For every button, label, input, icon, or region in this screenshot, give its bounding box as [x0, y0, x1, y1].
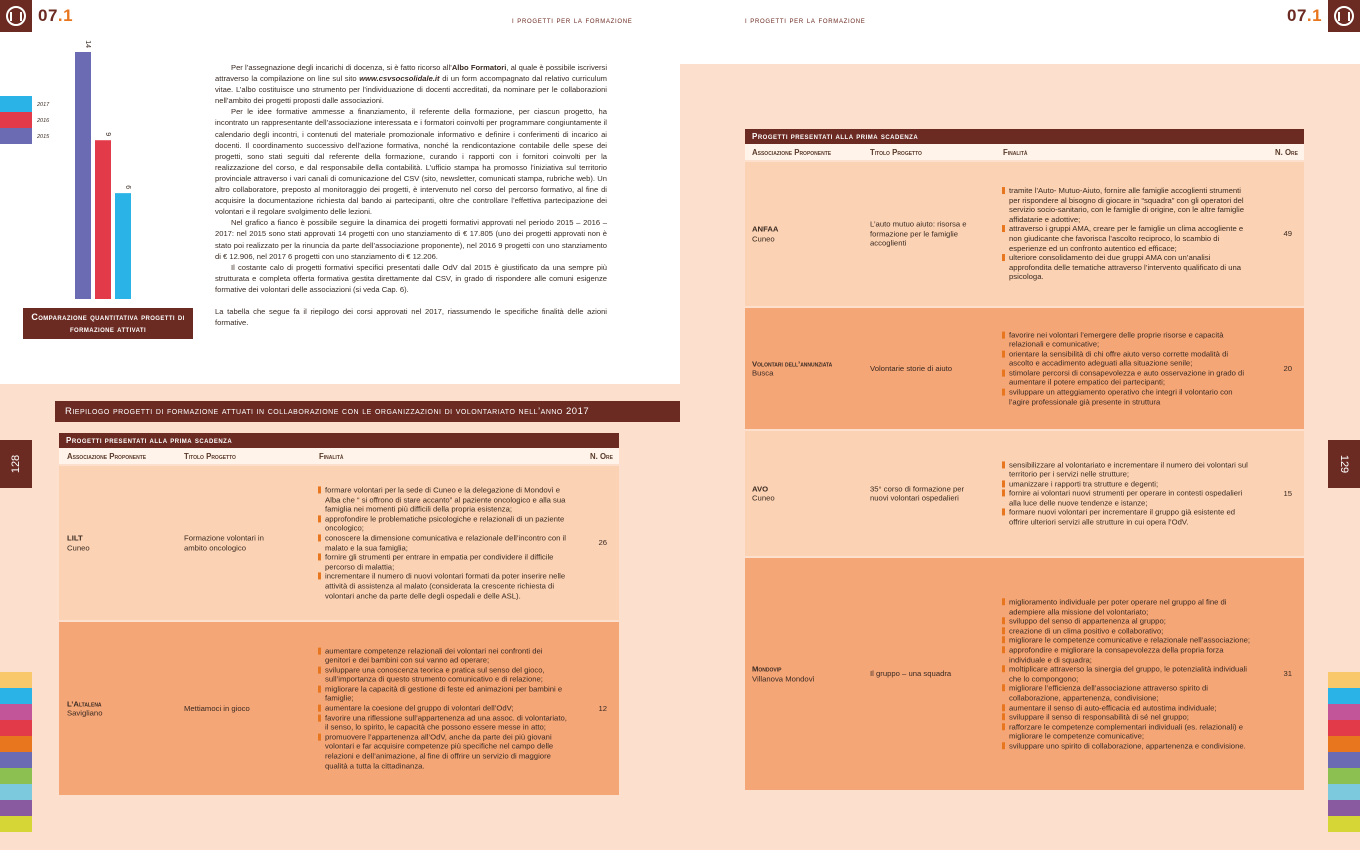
- color-stripe: [1328, 768, 1360, 784]
- cell-association: [752, 664, 852, 683]
- association-name: AVO: [752, 483, 769, 493]
- color-stripe: [0, 768, 32, 784]
- column-header: Titolo Progetto: [870, 148, 922, 157]
- running-header-left: i progetti per la formazione: [512, 16, 633, 25]
- aim-item: incrementare il numero di nuovi volontari formati da poter inserire nelle attività di assistenza al malato (considerata la crescente richiesta di volontari anche da parte delle degli ospedali e delle ASL).: [318, 572, 568, 601]
- association-city: Villanova Mondovì: [752, 674, 815, 683]
- page-number-right: 129: [1328, 440, 1360, 488]
- legend-label: 2017: [37, 102, 50, 108]
- chart-caption: Comparazione quantitativa progetti di formazione attivati: [23, 308, 193, 339]
- association-name: L’Altalena: [67, 698, 102, 708]
- table-row: [745, 308, 1304, 429]
- aim-item: formare nuovi volontari per incrementare il gruppo già esistente ed offrire ulteriori servizi alle strutture in cui opera l’OdV.: [1002, 508, 1252, 527]
- association-name: LILT: [67, 533, 83, 543]
- color-stripe: [1328, 688, 1360, 704]
- association-name: ANFAA: [752, 224, 779, 234]
- cell-hours: 15: [1283, 488, 1292, 498]
- aim-item: aumentare il senso di auto-efficacia ed autostima individuale;: [1002, 703, 1252, 713]
- bar-2017: [115, 193, 131, 299]
- aim-item: approfondire le problematiche psicologiche e relazionali di un paziente oncologico;: [318, 514, 568, 533]
- color-stripe: [0, 704, 32, 720]
- association-name: Volontari dell’annunziata: [752, 358, 833, 368]
- cell-hours: 12: [598, 703, 607, 713]
- aim-item: favorire nei volontari l’emergere delle proprie risorse e capacità relazionali e comunicative;: [1002, 330, 1252, 349]
- color-stripe: [0, 720, 32, 736]
- association-city: Savigliano: [67, 708, 103, 718]
- cell-project-title: Formazione volontari in ambito oncologico: [184, 533, 264, 552]
- association-city: Cuneo: [67, 543, 90, 552]
- color-stripes-right: [1328, 672, 1360, 832]
- aim-item: migliorare la capacità di gestione di feste ed animazioni per bambini e famiglie;: [318, 685, 568, 704]
- color-stripe: [0, 752, 32, 768]
- projects-table-right: [745, 129, 1304, 790]
- association-name: Mondovip: [752, 664, 782, 674]
- association-city: Cuneo: [752, 493, 775, 503]
- page-number-left: 128: [0, 440, 32, 488]
- legend-label: 2015: [37, 134, 50, 140]
- legend-swatch: [0, 128, 32, 144]
- color-stripe: [0, 672, 32, 688]
- aim-item: fornire ai volontari nuovi strumenti per operare in contesti ospedalieri alla luce delle nuove tendenze e istanze;: [1002, 489, 1252, 508]
- aim-item: sensibilizzare al volontariato e incrementare il numero dei volontari sul territorio per i servizi nelle strutture;: [1002, 460, 1252, 479]
- cell-aims: [318, 485, 568, 600]
- aim-item: formare volontari per la sede di Cuneo e la delegazione di Mondovì e Alba che “ si offrono di stare accanto” al paziente oncologico e alla sua famiglia nei momenti più difficili della propria esistenza;: [318, 485, 568, 514]
- legend-swatch: [0, 96, 32, 112]
- table-row: [745, 162, 1304, 306]
- color-stripe: [1328, 720, 1360, 736]
- bar-value-label: 6: [124, 185, 131, 190]
- table-header: [59, 448, 619, 464]
- body-text: [215, 62, 607, 328]
- chapter-logo-icon: [0, 0, 32, 32]
- aim-item: attraverso i gruppi AMA, creare per le famiglie un clima accogliente e non giudicante che favorisca l’ascolto reciproco, lo scambio di esperienze ed un confronto autentico ed efficace;: [1002, 224, 1252, 253]
- table-row: [745, 431, 1304, 556]
- table-title: Progetti presentati alla prima scadenza: [59, 433, 619, 448]
- aim-item: rafforzare le competenze complementari individuali (es. relazionali) e migliorare le competenze comunicative;: [1002, 722, 1252, 741]
- column-header: Finalità: [1003, 148, 1028, 157]
- cell-project-title: Mettiamoci in gioco: [184, 703, 250, 713]
- table-row: [59, 466, 619, 620]
- cell-aims: [1002, 460, 1252, 527]
- aim-item: stimolare percorsi di consapevolezza e auto osservazione in grado di aumentare il potere empatico dei partecipanti;: [1002, 369, 1252, 388]
- aim-item: umanizzare i rapporti tra strutture e degenti;: [1002, 479, 1252, 489]
- bar-2016: [95, 140, 111, 299]
- column-header: N. Ore: [590, 452, 613, 461]
- table-header: [745, 144, 1304, 160]
- cell-project-title: Il gruppo – una squadra: [870, 669, 952, 679]
- aim-item: favorire una riflessione sull’appartenenza ad una assoc. di volontariato, il senso, lo spirito, le capacità che possono essere messe in atto;: [318, 713, 568, 732]
- cell-hours: 26: [598, 538, 607, 548]
- column-header: Associazione Proponente: [752, 148, 832, 157]
- color-stripe: [1328, 736, 1360, 752]
- paragraph-2: Per le idee formative ammesse a finanziamento, il referente della formazione, per ciascun progetto, ha incontrato un rappresentante dell’associazione interessata e i formatori coinvolti per programmare congiuntamente il calendario degli incontri, i contenuti del materiale promozionale informativo e definire i conferimenti di incarico ai docenti. Il coordinamento successivo dell’azione formativa, nonché la rendicontazione contabile delle spese dei progetti, sono stati seguiti dal referente della formazione, curando i rapporti con i fornitori coinvolti per la realizzazione del corso, e dal responsabile della contabilità. L’ufficio stampa ha promosso l’iniziativa sul territorio provinciale attraverso i vari canali di comunicazione del CSV (sito, newsletter, comunicati stampa, rubriche web). Un altro collaboratore, preposto al monitoraggio dei progetti, è intervenuto nel corso del percorso formativo, al fine di acquisire la documentazione richiesta dal bando ai partecipanti, oltre che controllare l’effettiva partecipazione dei volontari e il regolare svolgimento delle lezioni.: [215, 107, 607, 217]
- table-title: Progetti presentati alla prima scadenza: [745, 129, 1304, 144]
- association-city: Cuneo: [752, 234, 775, 243]
- aim-item: ulteriore consolidamento dei due gruppi AMA con un’analisi approfondita delle tematiche attraverso l’intervento qualificato di una psicologa.: [1002, 253, 1252, 282]
- cell-association: [67, 533, 167, 552]
- color-stripe: [1328, 704, 1360, 720]
- column-header: Finalità: [319, 452, 344, 461]
- bar-2015: [75, 52, 91, 299]
- cell-hours: 31: [1283, 669, 1292, 679]
- aim-item: migliorare l’efficienza dell’associazione attraverso spirito di collaborazione, appartenenza, condivisione;: [1002, 684, 1252, 703]
- legend-label: 2016: [37, 118, 50, 124]
- bar-value-label: 9: [104, 132, 111, 137]
- color-stripe: [1328, 800, 1360, 816]
- chapter-logo-icon: [1328, 0, 1360, 32]
- color-stripe: [1328, 672, 1360, 688]
- cell-aims: [1002, 186, 1252, 282]
- running-header-right: i progetti per la formazione: [745, 16, 866, 25]
- column-header: N. Ore: [1275, 148, 1298, 157]
- aim-item: aumentare la coesione del gruppo di volontari dell’OdV;: [318, 704, 568, 714]
- aim-item: approfondire e migliorare la consapevolezza della propria forza individuale e di squadra;: [1002, 645, 1252, 664]
- color-stripe: [0, 784, 32, 800]
- column-header: Titolo Progetto: [184, 452, 236, 461]
- cell-association: [752, 484, 852, 503]
- color-stripe: [0, 816, 32, 832]
- color-stripe: [1328, 752, 1360, 768]
- association-city: Busca: [752, 368, 774, 378]
- aim-item: sviluppare una conoscenza teorica e pratica sul senso del gioco, sull’importanza di questo strumento comunicativo e di relazione;: [318, 665, 568, 684]
- paragraph-3: Nel grafico a fianco è possibile seguire la dinamica dei progetti formativi approvati nel periodo 2015 – 2016 – 2017: nel 2015 sono stati approvati 14 progetti con uno stanziamento di € 17.805 (uno dei progetti approvati non è stato poi realizzato per la rinuncia da parte dell’associazione proponente), nel 2016 9 progetti con uno stanziamento di € 12.906, nel 2017 6 progetti con uno stanziamento di € 12.206.: [215, 218, 607, 261]
- color-stripe: [0, 800, 32, 816]
- cell-association: [752, 224, 852, 243]
- paragraph-4: Il costante calo di progetti formativi specifici presentati dalle OdV dal 2015 è giustificato da una sempre più strutturata e completa offerta formativa gestita direttamente dal CSV, in grado di rispondere alle comuni esigenze formative dei volontari delle associazioni (si veda Cap. 6).: [215, 262, 607, 294]
- cell-project-title: L’auto mutuo aiuto: risorsa e formazione per le famiglie accoglienti: [870, 219, 967, 248]
- chapter-number-right: 07.1: [1287, 6, 1323, 25]
- aim-item: sviluppare un atteggiamento operativo che integri il volontario con l’agire professionale già presente in struttura: [1002, 388, 1252, 407]
- bar-value-label: 14: [84, 40, 91, 48]
- color-stripe: [1328, 816, 1360, 832]
- cell-hours: 20: [1283, 363, 1292, 373]
- cell-project-title: Volontarie storie di aiuto: [870, 363, 953, 373]
- color-stripe: [0, 736, 32, 752]
- cell-association: [67, 699, 167, 718]
- projects-table-left: [59, 433, 619, 795]
- aim-item: creazione di un clima positivo e collaborativo;: [1002, 626, 1252, 636]
- aim-item: moltiplicare attraverso la sinergia del gruppo, le potenzialità individuali che lo compongono;: [1002, 664, 1252, 683]
- aim-item: promuovere l’appartenenza all’OdV, anche da parte dei più giovani volontari e far acquisire competenze più specifiche nel campo delle relazioni e dell’animazione, al fine di offrire un servizio di maggiore qualità a tutta la cittadinanza.: [318, 732, 568, 770]
- summary-banner: Riepilogo progetti di formazione attuati in collaborazione con le organizzazioni di volontariato nell’anno 2017: [55, 401, 680, 422]
- color-stripes-left: [0, 672, 32, 832]
- cell-aims: [1002, 597, 1252, 751]
- cell-association: [752, 359, 852, 378]
- aim-item: tramite l’Auto- Mutuo-Aiuto, fornire alle famiglie accoglienti strumenti per rispondere al bisogno di giocare in “squadra” con gli operatori del servizio socio-sanitario, con le famiglie di origine, con le altre famiglie affidatarie e adottive;: [1002, 186, 1252, 224]
- cell-hours: 49: [1283, 229, 1292, 239]
- paragraph-1: Per l’assegnazione degli incarichi di docenza, si è fatto ricorso all’Albo Formatori, al quale è possibile iscriversi attraverso la compilazione on line sul sito www.csvsocsolidale.it di un form accompagnato dal relativo curriculum vitae. L’albo costituisce uno strumento per l’individuazione di docenti accreditati, da nominare per le collaborazioni nell’ambito dei progetti proposti dalle associazioni.: [215, 63, 608, 106]
- color-stripe: [1328, 784, 1360, 800]
- aim-item: sviluppo del senso di appartenenza al gruppo;: [1002, 616, 1252, 626]
- aim-item: aumentare competenze relazionali dei volontari nei confronti dei genitori e dei bambini con sui vanno ad operare;: [318, 646, 568, 665]
- aim-item: migliorare le competenze comunicative e relazionale nell’associazione;: [1002, 636, 1252, 646]
- cell-aims: [318, 646, 568, 771]
- aim-item: fornire gli strumenti per entrare in empatia per condividere il difficile percorso di malattia;: [318, 553, 568, 572]
- cell-project-title: 35° corso di formazione per nuovi volontari ospedalieri: [870, 483, 965, 503]
- paragraph-5: La tabella che segue fa il riepilogo dei corsi approvati nel 2017, riassumendo le specifiche finalità delle azioni formative.: [215, 306, 607, 328]
- aim-item: miglioramento individuale per poter operare nel gruppo al fine di adempiere alla missione del volontariato;: [1002, 597, 1252, 616]
- aim-item: sviluppare uno spirito di collaborazione, appartenenza e condivisione.: [1002, 741, 1252, 751]
- table-row: [745, 558, 1304, 790]
- chapter-number-left: 07.1: [38, 6, 74, 25]
- aim-item: orientare la sensibilità di chi offre aiuto verso corrette modalità di ascolto e accadimento adeguati alla situazione senile;: [1002, 349, 1252, 368]
- aim-item: sviluppare il senso di responsabilità di sé nel gruppo;: [1002, 712, 1252, 722]
- bar-chart: [0, 34, 140, 304]
- color-stripe: [0, 688, 32, 704]
- legend-swatch: [0, 112, 32, 128]
- aim-item: conoscere la dimensione comunicativa e relazionale dell’incontro con il malato e la sua famiglia;: [318, 533, 568, 552]
- cell-aims: [1002, 330, 1252, 407]
- column-header: Associazione Proponente: [67, 452, 147, 461]
- table-row: [59, 622, 619, 795]
